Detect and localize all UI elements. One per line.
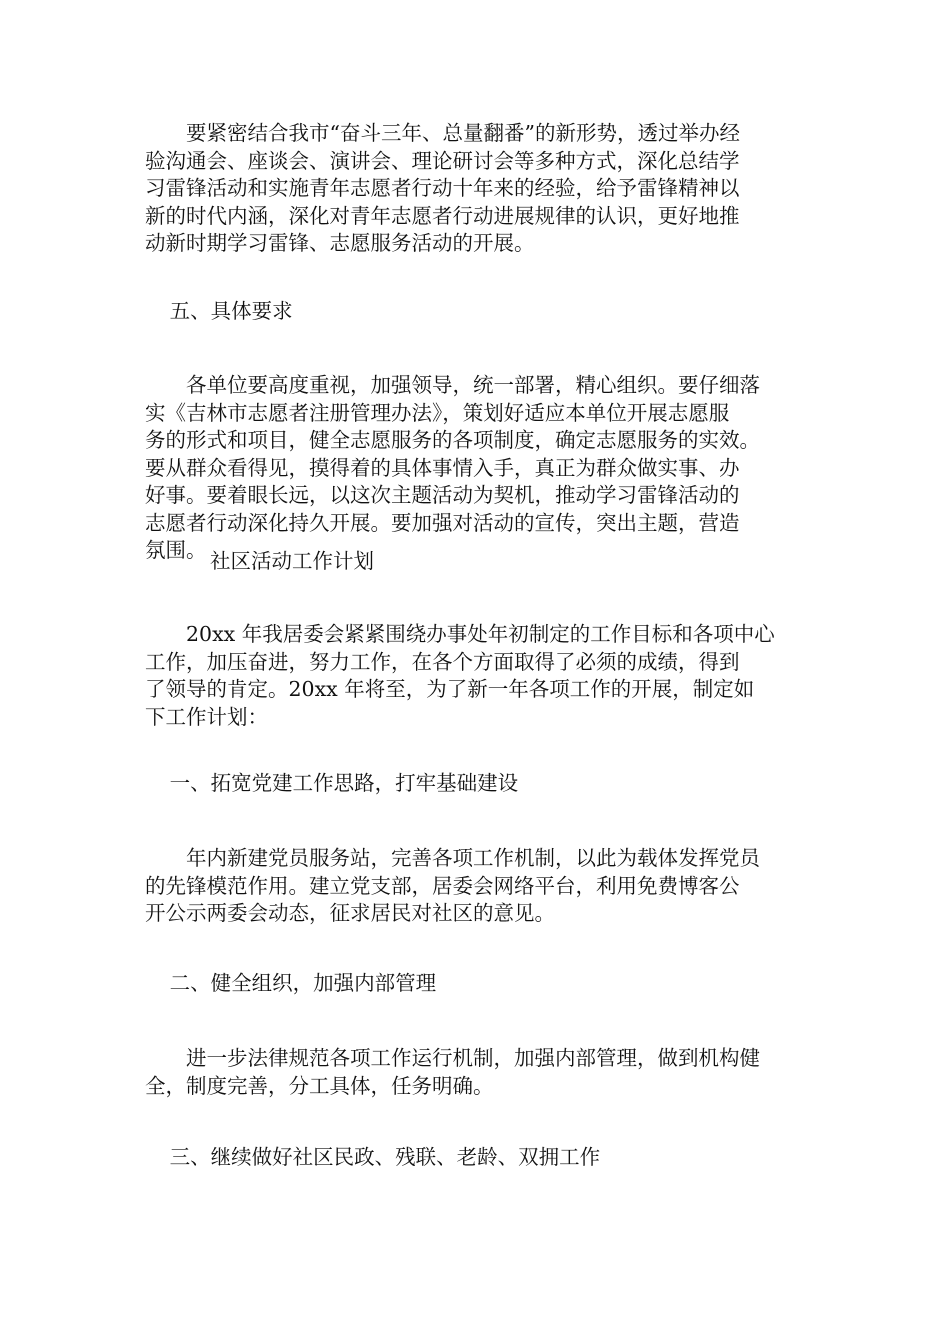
paragraph-requirements: 各单位要高度重视，加强领导，统一部署，精心组织。要仔细落 实《吉林市志愿者注册管理办法》，策划好适应本单位开展志愿服 务的形式和项目，健全志愿服务的各项制度，确定志愿服务的实效。 要从群众看得见，摸得着的具体事情入手，真正为群众做实事、办 好事。要着眼长远，以这次主题活动为契机，推动学习雷锋活动的 志愿者行动深化持久开展。要加强对活动的宣传，突出主题，营造 氛围。 xyxy=(145,373,760,562)
paragraph-intro-plan: 20xx 年我居委会紧紧围绕办事处年初制定的工作目标和各项中心 工作，加压奋进，努力工作，在各个方面取得了必须的成绩，得到 了领导的肯定。20xx 年将至，为了新一年各项工作的开展，制定如 下工作计划： xyxy=(145,622,775,729)
paragraph-party-building: 年内新建党员服务站，完善各项工作机制，以此为载体发挥党员 的先锋模范作用。建立党支部，居委会网络平台，利用免费博客公 开公示两委会动态，征求居民对社区的意见。 xyxy=(145,846,760,925)
paragraph-organization: 进一步法律规范各项工作运行机制，加强内部管理，做到机构健 全，制度完善，分工具体，任务明确。 xyxy=(145,1046,760,1098)
document-subtitle: 社区活动工作计划 xyxy=(210,549,374,573)
heading-civil-affairs: 三、继续做好社区民政、残联、老龄、双拥工作 xyxy=(169,1145,601,1169)
heading-specific-requirements: 五、具体要求 xyxy=(169,299,293,323)
heading-party-building: 一、拓宽党建工作思路，打牢基础建设 xyxy=(169,771,519,795)
heading-organization: 二、健全组织，加强内部管理 xyxy=(169,971,437,995)
paragraph-leifeng-experience: 要紧密结合我市“奋斗三年、总量翻番”的新形势，透过举办经 验沟通会、座谈会、演讲会、理论研讨会等多种方式，深化总结学 习雷锋活动和实施青年志愿者行动十年来的经验，给予雷锋精神以 新的时代内涵，深化对青年志愿者行动进展规律的认识，更好地推 动新时期学习雷锋、志愿服务活动的开展。 xyxy=(145,121,740,255)
